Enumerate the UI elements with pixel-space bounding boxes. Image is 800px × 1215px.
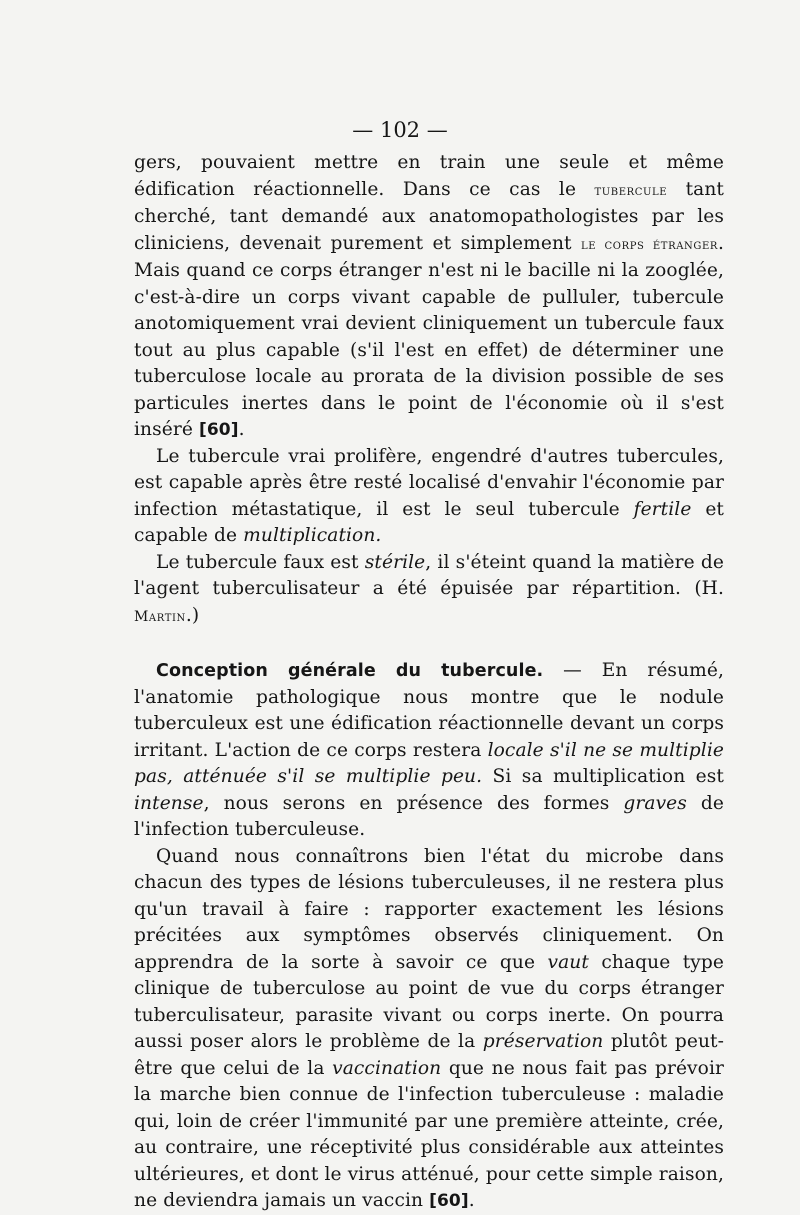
italic-term: préservation xyxy=(482,1031,604,1052)
reference-marker: [60] xyxy=(198,420,239,440)
text-run: que ne nous fait pas prévoir la marche bien connue de l'infection tuberculeuse : maladie qui, loin de créer l'immunité par une première atteinte, crée, au contraire, une réceptivité plus considérable aux atteintes ultérieures, et dont le virus atténué, pour cette simple raison, ne deviendra jamais un vaccin xyxy=(134,1057,724,1211)
text-run: plutôt peut-être que celui de la xyxy=(134,1031,724,1079)
text-run: — En résumé, l'anatomie pathologique nous montre que le nodule tuberculeux est une édification réactionnelle devant un corps irritant. L'action de ce corps restera xyxy=(134,660,724,761)
text-run: .) xyxy=(185,604,200,626)
text-run: Le tubercule vrai prolifère, engendré d'autres tubercules, est capable après être resté localisé d'envahir l'économie par infection métastatique, il est le seul tubercule xyxy=(134,445,724,520)
small-caps-term: le corps étranger xyxy=(581,236,718,253)
paragraph-5 xyxy=(134,844,724,1215)
italic-term: vaut xyxy=(547,951,589,973)
italic-term: intense xyxy=(134,792,204,814)
text-run: , nous serons en présence des formes xyxy=(203,792,624,814)
italic-term: multiplication. xyxy=(243,525,382,546)
text-run: tant cherché, tant demandé aux anatomopathologistes par les cliniciens, devenait purement et simplement xyxy=(134,178,724,254)
text-run: chaque type clinique de tuberculose au point de vue du corps étranger tuberculisateur, parasite vivant ou corps inerte. On pourra aussi poser alors le problème de la xyxy=(134,951,724,1052)
text-run: Si sa multiplication est xyxy=(482,766,724,787)
reference-marker: [60] xyxy=(429,1191,469,1211)
text-run: Le tubercule faux est xyxy=(156,551,365,573)
small-caps-term: tubercule xyxy=(594,182,668,199)
italic-term: locale s'il ne se multiplie pas, atténuée s'il se multiplie peu. xyxy=(134,739,724,787)
italic-term: stérile xyxy=(364,551,426,573)
italic-term: graves xyxy=(623,792,687,814)
text-run: gers, pouvaient mettre en train une seule et même édification réactionnelle. Dans ce cas le xyxy=(134,152,724,200)
paragraph-2 xyxy=(134,444,724,550)
section-heading: Conception générale du tubercule. xyxy=(156,661,544,681)
italic-term: vaccination xyxy=(332,1057,442,1079)
text-run: et capable de xyxy=(134,498,724,546)
text-run: . xyxy=(238,419,245,440)
paragraph-3 xyxy=(134,550,724,631)
text-run: . xyxy=(468,1190,475,1211)
page-number: — 102 — xyxy=(352,118,448,142)
text-run: Quand nous connaîtrons bien l'état du microbe dans chacun des types de lésions tuberculeuses, il ne restera plus qu'un travail à faire : rapporter exactement les lésions précitées aux symptômes observés cliniquement. On apprendra de la sorte à savoir ce que xyxy=(134,845,724,973)
text-run: de l'infection tuberculeuse. xyxy=(134,792,724,840)
italic-term: fertile xyxy=(633,498,692,520)
author-name: Martin xyxy=(134,608,186,625)
paragraph-1 xyxy=(134,150,724,444)
text-run: , il s'éteint quand la matière de l'agent tuberculisateur a été épuisée par répartition. (H. xyxy=(134,551,724,599)
paragraph-4 xyxy=(134,658,724,844)
body-text xyxy=(134,150,724,1215)
text-run: . Mais quand ce corps étranger n'est ni le bacille ni la zooglée, c'est-à-dire un corps vivant capable de pulluler, tubercule anotomiquement vrai devient cliniquement un tubercule faux tout au plus capable (s'il l'est en effet) de déterminer une tuberculose locale au prorata de la division possible de ses particules inertes dans le point de l'économie où il s'est inséré xyxy=(134,232,724,440)
